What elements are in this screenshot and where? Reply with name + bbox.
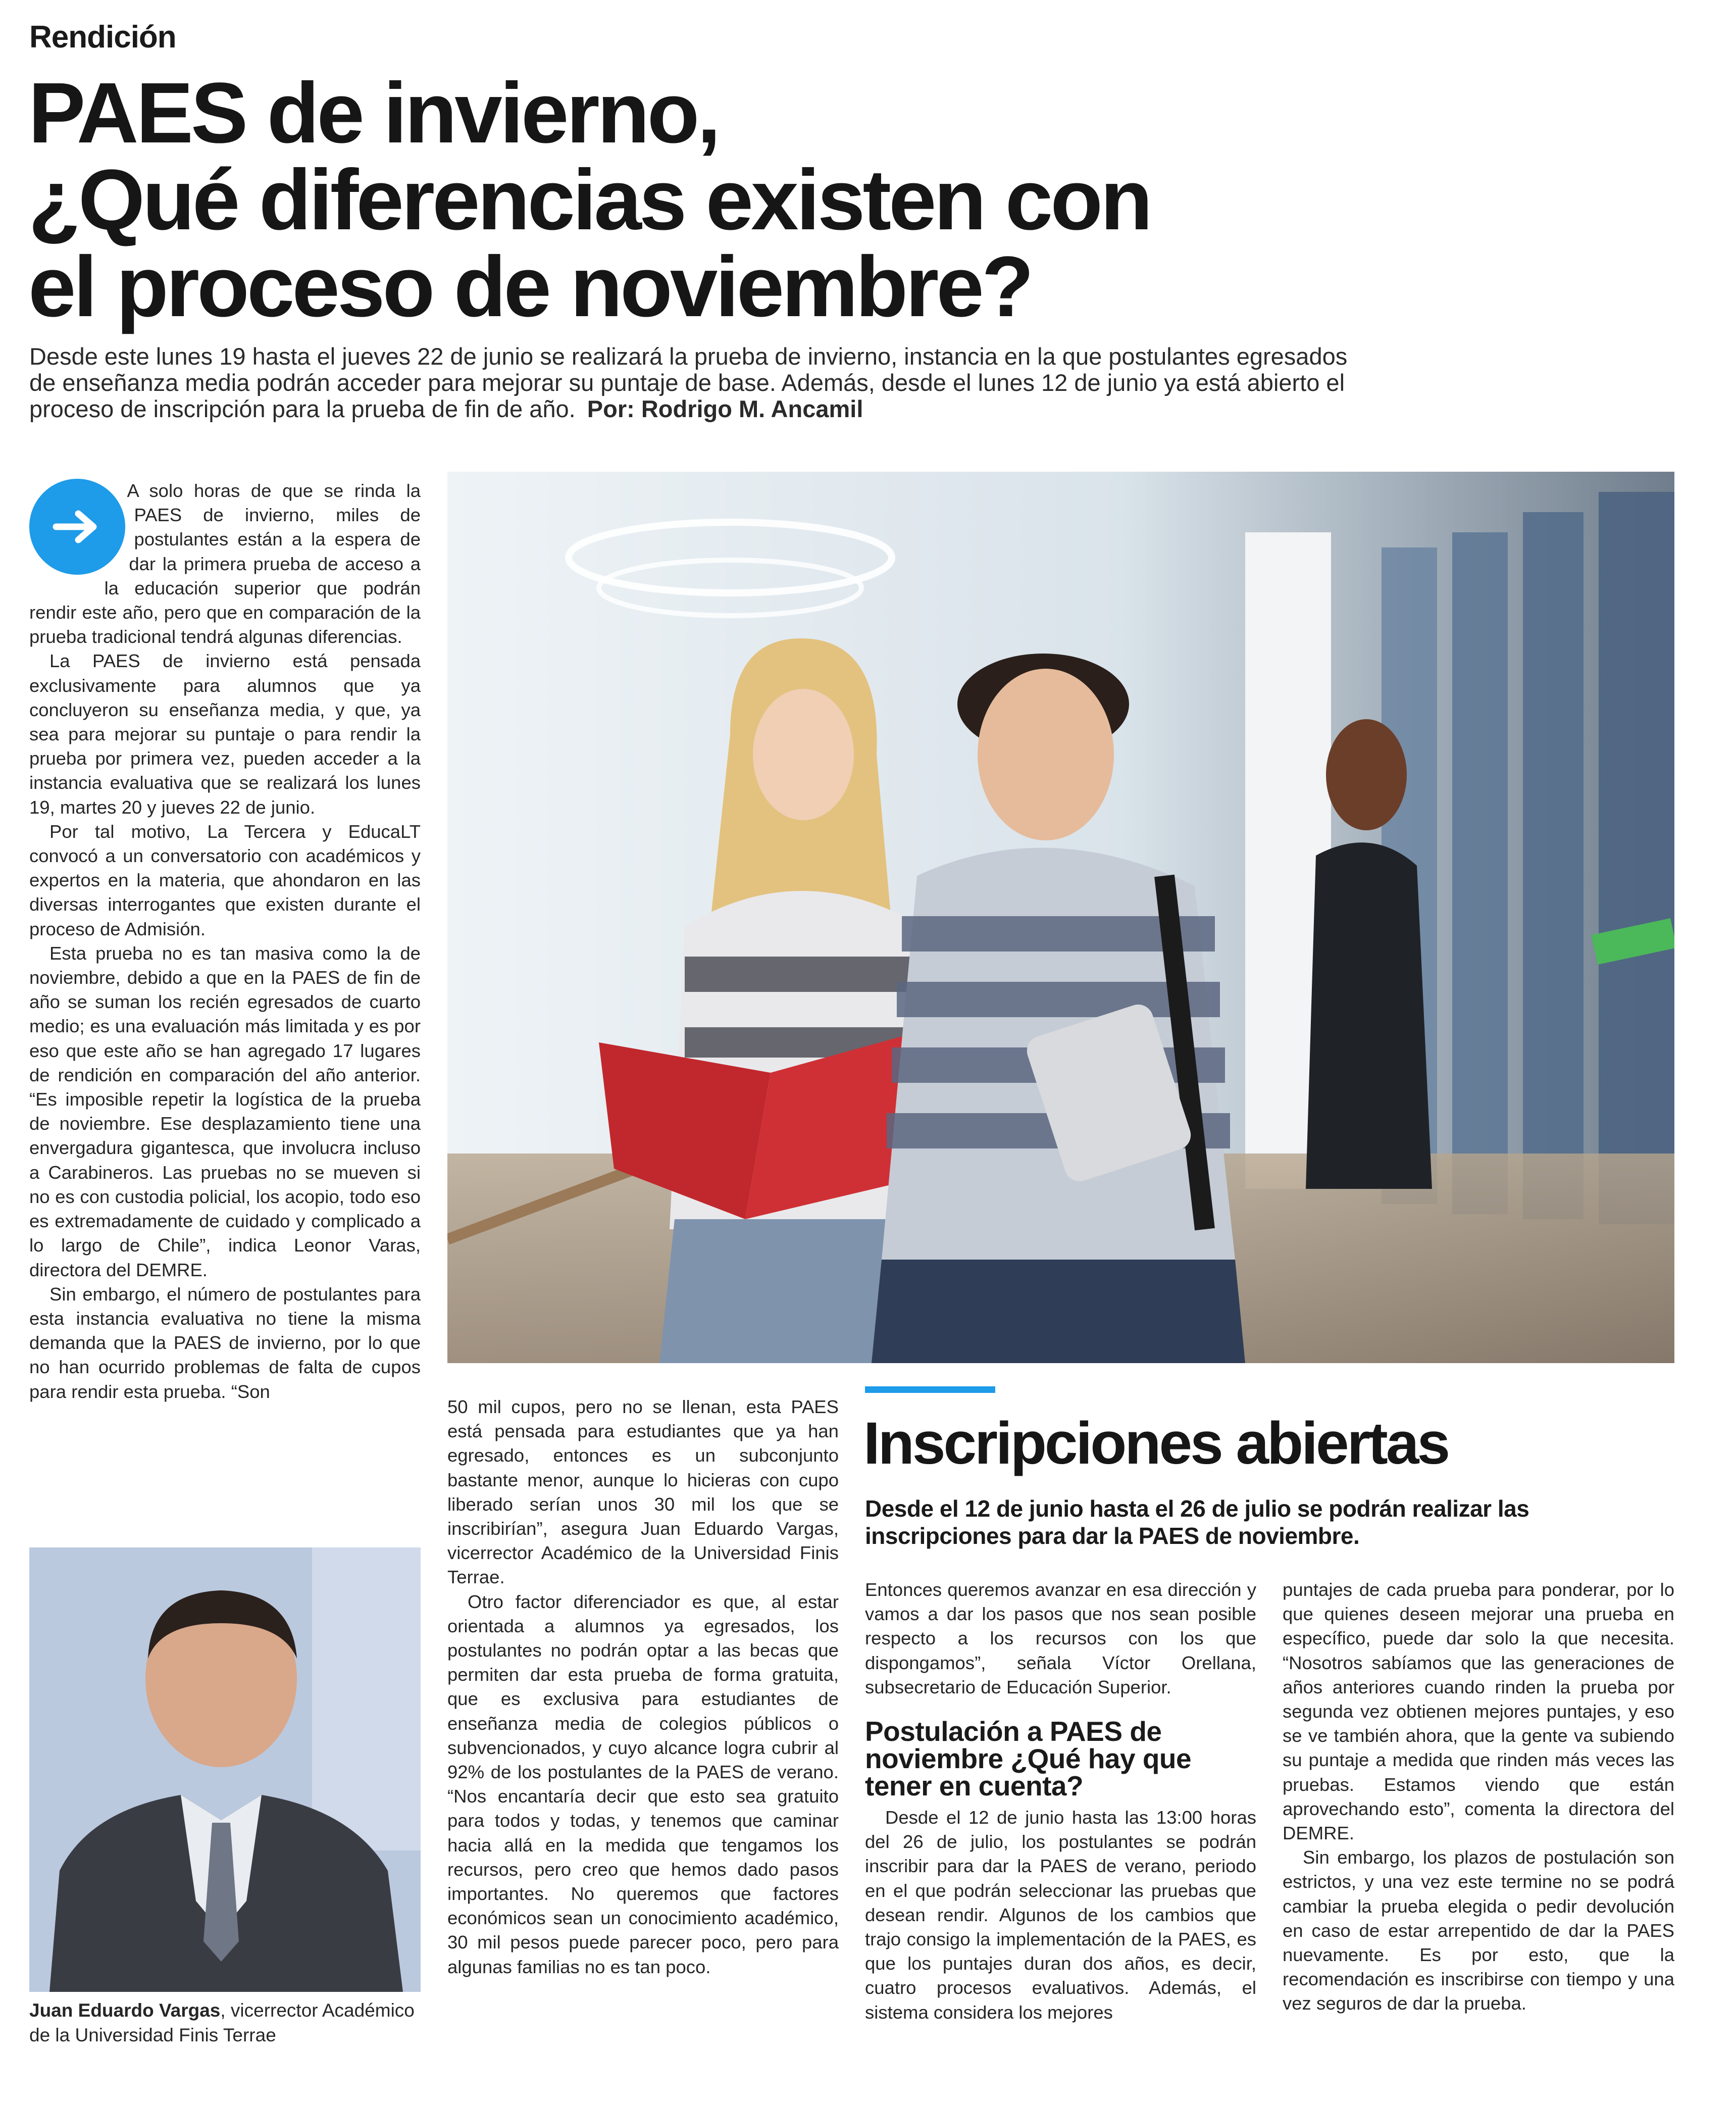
box-deck: Desde el 12 de junio hasta el 26 de julio se podrán realizar las inscripciones para dar la PAES de noviembre. <box>865 1495 1529 1549</box>
portrait-illustration <box>29 1547 421 1992</box>
body-paragraph: Por tal motivo, La Tercera y EducaLT convocó a un conversatorio con académicos y expertos en la materia, que ahondaron en las diversas interrogantes que existen durante el proceso de Admisión. <box>29 821 421 939</box>
byline: Por: Rodrigo M. Ancamil <box>587 395 863 422</box>
caption-name: Juan Eduardo Vargas <box>29 2000 221 2021</box>
accent-bar <box>865 1386 995 1393</box>
article-column-3 <box>865 1578 1256 2025</box>
article-column-4 <box>1283 1578 1674 2016</box>
headline <box>28 65 1392 335</box>
box-title: Inscripciones abiertas <box>863 1410 1449 1477</box>
arrow-right-icon <box>52 507 103 547</box>
body-paragraph: Sin embargo, el número de postulantes para esta instancia evaluativa no tiene la misma demanda que la PAES de invierno, por lo que no han ocurrido problemas de falta de cupos para rendir esta prueba. “Son <box>29 1283 421 1402</box>
subheading: Postulación a PAES de noviembre ¿Qué hay que tener en cuenta? <box>865 1716 1192 1802</box>
body-paragraph: Entonces queremos avanzar en esa dirección y vamos a dar los pasos que nos sean posible respecto a los recursos con los que dispongamos”, señala Víctor Orellana, subsecretario de Educación Superior. <box>865 1579 1256 1697</box>
headline-line: ¿Qué diferencias existen con <box>28 152 1150 248</box>
body-paragraph: Otro factor diferenciador es que, al estar orientada a alumnos ya egresados, los postulantes no podrán optar a las becas que permiten dar esta prueba de forma gratuita, que es exclusiva para estudiantes de enseñanza media de colegios públicos o subvencionados, y cuyo alcance logra cubrir al 92% de los postulantes de la PAES de verano. “Nos encantaría decir que esto sea gratuito para todos y todas, y tenemos que caminar hacia allá en la medida que tengamos los recursos, pero creo que hemos dado pasos importantes. No queremos que factores económicos sean un conocimiento académico, 30 mil pesos puede parecer poco, pero para algunas familias no es tan poco. <box>447 1591 839 1977</box>
body-paragraph: puntajes de cada prueba para ponderar, por lo que quienes deseen mejorar una prueba en específico, puede dar solo la que necesita. “Nosotros sabíamos que las generaciones de años anteriores cuando rinden la prueba por segunda vez obtienen mejores puntajes, y eso se ve también ahora, que la gente va subiendo su puntaje a medida que rinden más veces las pruebas. Estamos viendo que están aprovechando esto”, comenta la directora del DEMRE. <box>1283 1579 1674 1844</box>
arrow-badge <box>29 479 125 575</box>
students-photo-illustration <box>447 472 1674 1363</box>
lead-paragraph <box>29 343 1372 422</box>
photo-caption <box>29 1998 423 2047</box>
headline-line: el proceso de noviembre? <box>28 239 1032 335</box>
body-paragraph: A solo horas de que se rinda la PAES de invierno, miles de postulantes están a la espera de dar la primera prueba de acceso a la educación superior que podrán rendir este año, pero que en comparación de la prueba tradicional tendrá algunas diferencias. <box>29 480 421 647</box>
body-paragraph: Sin embargo, los plazos de postulación son estrictos, y una vez este termine no se podrá cambiar la prueba elegida o pedir devolución en caso de estar arrepentido de dar la PAES nuevamente. Es por esto, que la recomendación es inscribirse con tiempo y una vez seguros de dar la prueba. <box>1283 1847 1674 2014</box>
main-photo <box>447 472 1674 1363</box>
section-label: Rendición <box>29 20 176 55</box>
body-paragraph: Desde el 12 de junio hasta las 13:00 horas del 26 de julio, los postulantes se podrán inscribir para dar la PAES de verano, periodo en el que podrán seleccionar las pruebas que desean rendir. Algunos de los cambios que trajo consigo la implementación de la PAES, es que los puntajes duran dos años, es decir, cuatro procesos evaluativos. Además, el sistema considera los mejores <box>865 1807 1256 2023</box>
article-column-1 <box>29 479 421 1404</box>
body-paragraph: 50 mil cupos, pero no se llenan, esta PAES está pensada para estudiantes que ya han egresado, entonces es un subconjunto bastante menor, aunque lo hicieras con cupo liberado serían unos 30 mil los que se inscribirían”, asegura Juan Eduardo Vargas, vicerrector Académico de la Universidad Finis Terrae. <box>447 1396 839 1588</box>
body-paragraph: La PAES de invierno está pensada exclusivamente para alumnos que ya concluyeron su enseñanza media, y que, ya sea para mejorar su puntaje o para rendir la prueba por primera vez, pueden acceder a la instancia evaluativa que se realizará los lunes 19, martes 20 y jueves 22 de junio. <box>29 650 421 818</box>
portrait-photo <box>29 1547 421 1992</box>
caption-role: , vicerrector Académico de la Universidad Finis Terrae <box>29 2000 415 2045</box>
lead-text: Desde este lunes 19 hasta el jueves 22 de junio se realizará la prueba de invierno, instancia en la que postulantes egresados de enseñanza media podrán acceder para mejorar su puntaje de base. Además, desde el lunes 12 de junio ya está abierto el proceso de inscripción para la prueba de fin de año. <box>29 343 1348 422</box>
article-column-2 <box>447 1395 839 1979</box>
headline-line: PAES de invierno, <box>28 65 719 161</box>
body-paragraph: Esta prueba no es tan masiva como la de noviembre, debido a que en la PAES de fin de año se suman los recién egresados de cuarto medio; es una evaluación más limitada y es por eso que este año se han agregado 17 lugares de rendición en comparación del año anterior. “Es imposible repetir la logística de la prueba de noviembre. Ese desplazamiento tiene una envergadura gigantesca, que involucra incluso a Carabineros. Las pruebas no se mueven si no es con custodia policial, los acopio, todo eso es extremadamente de cuidado y complicado a lo largo de Chile”, indica Leonor Varas, directora del DEMRE. <box>29 942 421 1280</box>
